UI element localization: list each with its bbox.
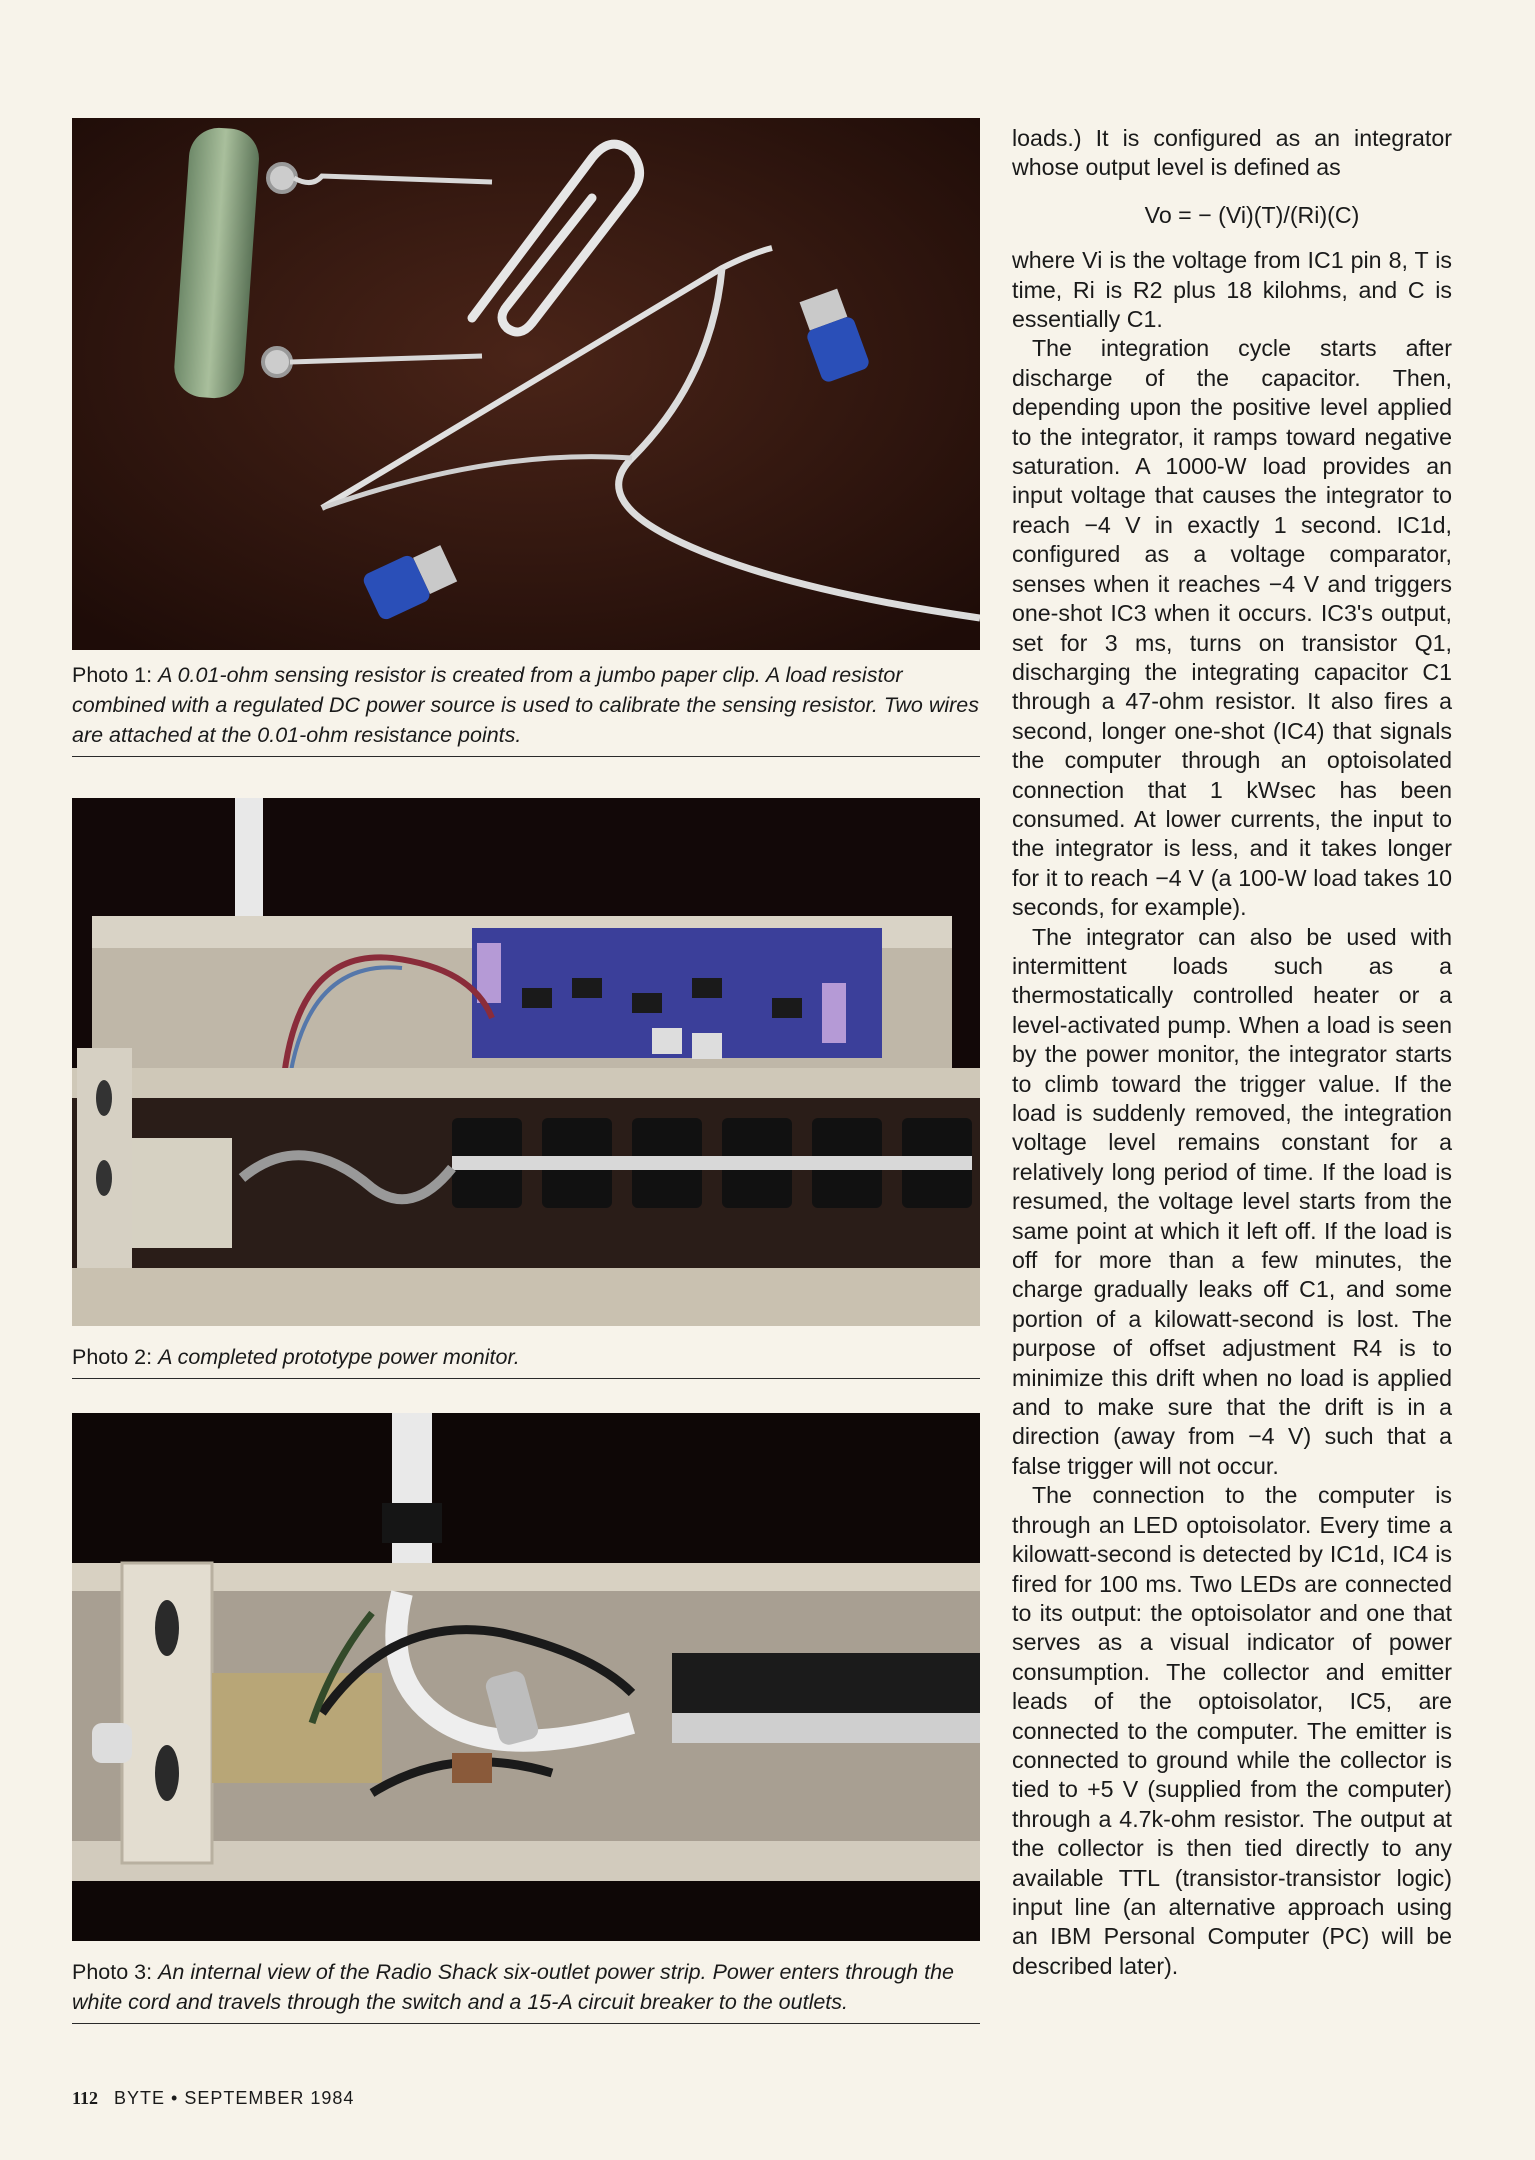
photo-2-caption-text: A completed prototype power monitor. xyxy=(158,1345,520,1369)
paragraph-2: where Vi is the voltage from IC1 pin 8, T is time, Ri is R2 plus 18 kilohms, and C is essentially C1. xyxy=(1012,247,1452,333)
paragraph-4: The integrator can also be used with intermittent loads such as a thermostatically controlled heater or a level-activated pump. When a load is seen by the power monitor, the integrator starts to climb toward the trigger value. If the load is suddenly removed, the integration voltage level remains constant for a relatively long period of time. If the load is resumed, the voltage level starts from the same point at which it left off. If the load is off for more than a few minutes, the charge gradually leaks off C1, and some portion of a kilowatt-second is lost. The purpose of offset adjustment R4 is to minimize this drift when no load is applied and to make sure that the drift is in a direction (away from −4 V) such that a false trigger will not occur. xyxy=(1012,923,1452,1479)
photo-1-label: Photo 1: xyxy=(72,663,153,687)
paragraph-1: loads.) It is configured as an integrator whose output level is defined as xyxy=(1012,125,1452,181)
paragraph-3: The integration cycle starts after discharge of the capacitor. Then, depending upon the positive level applied to the integrator, it ramps toward negative saturation. A 1000-W load provides an input voltage that causes the integrator to reach −4 V in exactly 1 second. IC1d, configured as a voltage comparator, senses when it reaches −4 V and triggers one-shot IC3 when it occurs. IC3's output, set for 3 ms, turns on transistor Q1, discharging the integrating capacitor C1 through a 47-ohm resistor. It also fires a second, longer one-shot (IC4) that signals the computer through an optoisolated connection that 1 kWsec has been consumed. At lower currents, the input to the integrator is less, and it takes longer for it to reach −4 V (a 100-W load takes 10 seconds, for example). xyxy=(1012,335,1452,921)
photo-2-label: Photo 2: xyxy=(72,1345,153,1369)
article-body-column xyxy=(1012,124,1452,1981)
photo-1-caption-text: A 0.01-ohm sensing resistor is created from a jumbo paper clip. A load resistor combined with a regulated DC power source is used to calibrate the sensing resistor. Two wires are attached at the 0.01-ohm resistance points. xyxy=(72,663,979,747)
page-number: 112 xyxy=(72,2088,99,2108)
photo-3-caption xyxy=(72,1957,980,2024)
photo-2-caption xyxy=(72,1342,980,1379)
photo-2-prototype-monitor xyxy=(72,798,980,1326)
photo-3-label: Photo 3: xyxy=(72,1960,153,1984)
integrator-equation: Vo = − (Vi)(T)/(Ri)(C) xyxy=(1144,201,1360,228)
publication-line: BYTE • SEPTEMBER 1984 xyxy=(114,2088,355,2108)
photo-1-caption xyxy=(72,660,980,757)
photo-3-caption-text: An internal view of the Radio Shack six-outlet power strip. Power enters through the white cord and travels through the switch and a 15-A circuit breaker to the outlets. xyxy=(72,1960,954,2014)
paragraph-5: The connection to the computer is through an LED optoisolator. Every time a kilowatt-second is detected by IC1d, IC4 is fired for 100 ms. Two LEDs are connected to its output: the optoisolator and one that serves as a visual indicator of power consumption. The collector and emitter leads of the optoisolator, IC5, are connected to the computer. The emitter is connected to ground while the collector is tied to +5 V (supplied from the computer) through a 4.7k-ohm resistor. The output at the collector is then tied directly to any available TTL (transistor-transistor logic) input line (an alternative approach using an IBM Personal Computer (PC) will be described later). xyxy=(1012,1482,1452,1979)
photo-3-power-strip-interior xyxy=(72,1413,980,1941)
photo-1-sensing-resistor xyxy=(72,118,980,650)
page-footer xyxy=(72,2088,354,2109)
